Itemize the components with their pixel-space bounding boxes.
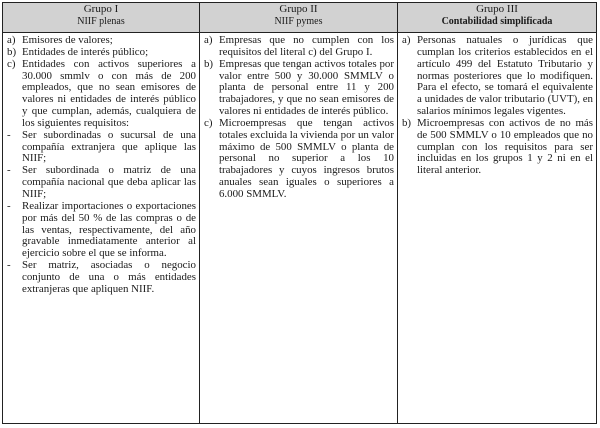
groups-table <box>2 2 597 424</box>
item-marker: - <box>7 164 11 177</box>
item-text: Personas natuales o jurídicas que cumplan los criterios establecidos en el artículo 499 del Estatuto Tributario y normas posteriores que lo modifiquen. Para el efecto, se tomará el equivalente a unidades de valor tributario (UVT), en salarios mínimos legales vigentes. <box>416 34 593 118</box>
grupo-2-list <box>200 33 397 201</box>
grupo-1-title: Grupo I <box>83 3 119 15</box>
item-text: Ser matriz, asociadas o negocio conjunto de una o más entidades extranjeras que apliquen NIIF. <box>22 259 196 295</box>
item-marker: b) <box>7 45 17 58</box>
list-item <box>7 130 196 166</box>
item-marker: a) <box>203 34 213 46</box>
list-item <box>402 118 593 177</box>
item-marker: a) <box>401 34 411 46</box>
item-marker: a) <box>7 34 16 46</box>
grupo-2-subtitle: NIIF pymes <box>274 15 323 27</box>
header-grupo-1 <box>3 3 200 33</box>
list-item <box>402 35 593 118</box>
item-text: Realizar importaciones o exportaciones por más del 50 % de las compras o de las ventas, respectivamente, del año gravable inmediatamente anterior al ejercicio sobre el que se informa. <box>22 199 196 260</box>
header-grupo-2 <box>199 3 397 33</box>
item-text: Ser subordinada o matriz de una compañía nacional que deba aplicar las NIIF; <box>22 164 196 200</box>
list-item <box>204 59 394 118</box>
item-marker: c) <box>203 116 213 129</box>
grupo-3-list <box>398 33 596 177</box>
item-text: Entidades con activos superiores a 30.000 smmlv o con más de 200 empleados, que no sean emisores de valores ni entidades de interés público y que cumplan, además, cualquiera de los siguientes requisitos: <box>22 57 196 129</box>
list-item <box>204 35 394 59</box>
list-item <box>7 59 196 130</box>
item-text: Ser subordinadas o sucursal de una compañía extranjera que aplique las NIIF; <box>22 128 196 165</box>
list-item <box>7 260 196 296</box>
grupo-3-title: Grupo III <box>476 3 518 15</box>
list-item <box>7 165 196 201</box>
list-item <box>7 201 196 260</box>
header-grupo-3 <box>397 3 596 33</box>
item-text: Empresas que tengan activos totales por valor entre 500 y 30.000 SMMLV o planta de personal entre 11 y 200 trabajadores, y que no sean emisores de valores ni entidades de interés público. <box>218 57 394 118</box>
item-text: Emisores de valores; <box>22 34 113 46</box>
grupo-1-cell <box>3 33 200 424</box>
item-text: Empresas que no cumplen con los requisitos del literal c) del Grupo I. <box>218 34 394 58</box>
item-marker: b) <box>401 116 412 129</box>
grupo-1-subtitle: NIIF plenas <box>77 15 125 27</box>
header-row <box>3 3 597 33</box>
item-marker: - <box>7 199 11 212</box>
list-item <box>204 118 394 201</box>
item-text: Microempresas que tengan activos totales excluida la vivienda por un valor máximo de 500 SMMLV o planta de personal no superior a los 10 trabajadores y cuyos ingresos brutos anuales sean iguales o superiores a 6.000 SMMLV. <box>218 116 394 200</box>
item-marker: - <box>7 128 11 141</box>
grupo-3-cell <box>397 33 596 424</box>
item-marker: b) <box>203 57 214 70</box>
item-marker: - <box>7 259 11 272</box>
grupo-2-cell <box>199 33 397 424</box>
grupo-1-list <box>3 33 199 296</box>
grupo-2-title: Grupo II <box>279 3 318 15</box>
item-marker: c) <box>7 57 16 70</box>
grupo-3-subtitle: Contabilidad simplificada <box>441 15 553 27</box>
item-text: Microempresas con activos de no más de 500 SMMLV o 10 empleados que no cumplan con los requisitos para ser incluidas en los grupos 1 y 2 ni en el literal anterior. <box>416 116 593 177</box>
content-row <box>3 33 597 424</box>
item-text: Entidades de interés público; <box>22 45 149 58</box>
